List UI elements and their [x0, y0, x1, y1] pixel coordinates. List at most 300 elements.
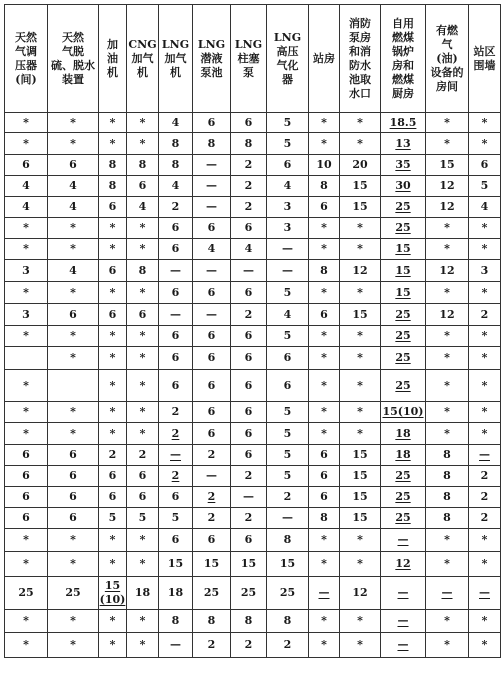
table-cell	[5, 577, 48, 610]
table-cell	[99, 577, 127, 610]
cell-value: 2	[207, 638, 216, 651]
table-cell	[193, 197, 231, 218]
table-cell	[231, 423, 267, 445]
cell-value: *	[321, 533, 327, 546]
table-cell	[48, 176, 99, 197]
cell-value: *	[321, 329, 327, 342]
table-row	[5, 466, 501, 487]
cell-value: 18	[395, 448, 411, 461]
cell-value: 25	[65, 586, 81, 599]
cell-value: 12	[439, 307, 455, 321]
cell-value: 15	[352, 200, 368, 213]
cell-value: *	[481, 351, 488, 364]
table-cell	[469, 176, 501, 197]
table-cell	[267, 282, 309, 304]
cell-value: *	[109, 136, 116, 150]
table-cell	[340, 133, 381, 155]
table-cell	[267, 347, 309, 370]
table-cell	[231, 552, 267, 577]
table-cell	[127, 445, 159, 466]
cell-value: —	[318, 586, 330, 599]
cell-value: 6	[207, 115, 216, 129]
cell-value: *	[444, 405, 450, 418]
cell-value: *	[139, 221, 146, 234]
cell-value: 6	[207, 405, 216, 418]
table-cell	[267, 487, 309, 508]
cell-value: 8	[108, 158, 117, 171]
cell-value: 6	[171, 242, 180, 255]
cell-value: 6	[244, 285, 253, 299]
cell-value: *	[444, 221, 450, 234]
cell-value: 12	[439, 263, 455, 277]
table-cell	[48, 529, 99, 552]
table-cell	[426, 176, 469, 197]
cell-value: *	[357, 614, 363, 627]
column-header-label: 有燃 气 (油) 设备的 房间	[430, 23, 464, 93]
cell-value: *	[109, 221, 116, 234]
cell-value: —	[170, 638, 181, 651]
table-row	[5, 633, 501, 658]
table-cell	[48, 466, 99, 487]
table-cell	[99, 304, 127, 326]
table-cell	[193, 304, 231, 326]
table-cell	[159, 113, 193, 133]
cell-value: *	[70, 426, 76, 440]
table-cell	[381, 133, 426, 155]
cell-value: 2	[480, 307, 489, 321]
table-cell	[340, 445, 381, 466]
table-cell	[193, 423, 231, 445]
cell-value: *	[23, 329, 29, 342]
table-cell	[5, 487, 48, 508]
column-header	[127, 5, 159, 113]
table-cell	[340, 552, 381, 577]
cell-value: 8	[283, 533, 292, 546]
cell-value: *	[23, 136, 29, 150]
column-header-label: 站区 围墙	[473, 44, 496, 72]
table-cell	[48, 326, 99, 347]
cell-value: *	[481, 638, 488, 651]
table-cell	[309, 552, 340, 577]
cell-value: *	[321, 638, 327, 651]
table-cell	[267, 370, 309, 402]
table-cell	[309, 610, 340, 633]
cell-value: *	[23, 221, 29, 234]
cell-value: *	[70, 242, 76, 255]
cell-value: *	[357, 533, 363, 546]
table-cell	[426, 239, 469, 260]
table-cell	[5, 304, 48, 326]
cell-value: 2	[283, 490, 292, 503]
cell-value: 12	[352, 586, 368, 599]
cell-value: 6	[138, 469, 147, 482]
table-cell	[231, 133, 267, 155]
cell-value: 6	[69, 448, 77, 461]
table-cell	[426, 282, 469, 304]
column-header	[231, 5, 267, 113]
table-cell	[381, 466, 426, 487]
table-cell	[381, 197, 426, 218]
cell-value: 2	[480, 490, 489, 503]
table-cell	[231, 445, 267, 466]
cell-value: 2	[244, 469, 253, 482]
table-cell	[48, 155, 99, 176]
table-cell	[231, 466, 267, 487]
table-cell	[193, 176, 231, 197]
table-cell	[426, 155, 469, 176]
cell-value: 4	[207, 242, 216, 255]
table-cell	[469, 155, 501, 176]
table-cell	[231, 197, 267, 218]
cell-value: 15	[352, 469, 368, 482]
table-cell	[159, 610, 193, 633]
cell-value: 13	[395, 136, 411, 150]
cell-value: 6	[69, 307, 77, 321]
cell-value: *	[70, 136, 76, 150]
table-cell	[231, 508, 267, 529]
table-cell	[159, 282, 193, 304]
table-cell	[193, 347, 231, 370]
cell-value: *	[23, 405, 29, 418]
cell-value: 6	[207, 351, 216, 364]
table-cell	[381, 282, 426, 304]
cell-value: 3	[22, 263, 30, 277]
table-cell	[193, 577, 231, 610]
table-cell	[127, 423, 159, 445]
table-cell	[127, 347, 159, 370]
table-cell	[469, 239, 501, 260]
table-cell	[127, 552, 159, 577]
table-cell	[426, 197, 469, 218]
table-cell	[48, 633, 99, 658]
cell-value: 6	[320, 490, 328, 503]
table-cell	[127, 577, 159, 610]
table-cell	[309, 577, 340, 610]
cell-value: *	[109, 426, 116, 440]
cell-value: *	[357, 329, 363, 342]
cell-value: 12	[439, 179, 455, 192]
cell-value: 10	[316, 158, 332, 171]
table-cell	[5, 155, 48, 176]
table-cell	[48, 423, 99, 445]
table-cell	[5, 197, 48, 218]
cell-value: 4	[69, 200, 77, 213]
table-cell	[159, 197, 193, 218]
cell-value: 25	[395, 200, 411, 213]
cell-value: 6	[108, 469, 117, 482]
cell-value: *	[357, 557, 363, 570]
cell-value: 2	[171, 426, 180, 440]
cell-value: 4	[283, 179, 292, 192]
table-cell	[381, 552, 426, 577]
table-cell	[426, 552, 469, 577]
cell-value: *	[481, 136, 488, 150]
table-cell	[267, 423, 309, 445]
column-header	[340, 5, 381, 113]
table-cell	[426, 577, 469, 610]
table-cell	[48, 577, 99, 610]
cell-value: 5	[283, 405, 292, 418]
table-cell	[99, 197, 127, 218]
cell-value: 6	[171, 221, 180, 234]
cell-value: *	[357, 638, 363, 651]
table-cell	[159, 402, 193, 423]
cell-value: 8	[443, 490, 451, 503]
cell-value: 2	[244, 307, 253, 321]
table-cell	[127, 326, 159, 347]
table-cell	[231, 282, 267, 304]
table-cell	[381, 610, 426, 633]
cell-value: 6	[207, 426, 216, 440]
table-cell	[426, 466, 469, 487]
table-cell	[309, 423, 340, 445]
table-cell	[193, 218, 231, 239]
table-cell	[309, 260, 340, 282]
cell-value: 5	[171, 511, 180, 524]
cell-value: 15	[395, 285, 411, 299]
table-row	[5, 487, 501, 508]
table-cell	[127, 282, 159, 304]
cell-value: 15(10)	[382, 405, 424, 418]
cell-value: 12	[352, 263, 368, 277]
cell-value: 6	[244, 351, 253, 364]
table-cell	[48, 347, 99, 370]
cell-value: 4	[244, 242, 253, 255]
cell-value: *	[357, 285, 363, 299]
cell-value: *	[481, 557, 488, 570]
cell-value: 8	[443, 469, 451, 482]
table-cell	[381, 176, 426, 197]
cell-value: *	[139, 405, 146, 418]
table-cell	[426, 218, 469, 239]
table-cell	[159, 445, 193, 466]
table-cell	[267, 633, 309, 658]
table-cell	[127, 487, 159, 508]
table-cell	[5, 347, 48, 370]
cell-value: —	[243, 490, 254, 503]
cell-value: 8	[207, 136, 216, 150]
table-cell	[48, 260, 99, 282]
table-cell	[99, 155, 127, 176]
table-cell	[48, 197, 99, 218]
table-cell	[381, 508, 426, 529]
table-cell	[5, 370, 48, 402]
table-cell	[5, 633, 48, 658]
cell-value: *	[139, 351, 146, 364]
cell-value: *	[109, 533, 116, 546]
table-cell	[127, 176, 159, 197]
table-cell	[309, 239, 340, 260]
cell-value: *	[109, 351, 116, 364]
spacing-table-container	[4, 4, 501, 658]
cell-value: 6	[22, 448, 30, 461]
cell-value: *	[70, 351, 76, 364]
cell-value: *	[444, 115, 450, 129]
cell-value: 6	[283, 351, 292, 364]
table-cell	[159, 239, 193, 260]
cell-value: 6	[108, 490, 117, 503]
cell-value: *	[357, 426, 363, 440]
cell-value: —	[397, 586, 409, 599]
table-cell	[340, 218, 381, 239]
cell-value: 6	[171, 351, 180, 364]
cell-value: *	[481, 614, 488, 627]
cell-value: 25	[395, 307, 411, 321]
table-cell	[5, 552, 48, 577]
table-cell	[426, 113, 469, 133]
cell-value: *	[139, 638, 146, 651]
cell-value: *	[444, 614, 450, 627]
table-cell	[48, 282, 99, 304]
table-cell	[309, 197, 340, 218]
table-cell	[267, 402, 309, 423]
cell-value: 6	[22, 511, 30, 524]
table-cell	[340, 260, 381, 282]
table-cell	[99, 326, 127, 347]
table-cell	[5, 260, 48, 282]
table-cell	[426, 610, 469, 633]
table-row	[5, 423, 501, 445]
cell-value: *	[481, 115, 488, 129]
cell-value: 8	[244, 136, 253, 150]
table-cell	[309, 633, 340, 658]
table-cell	[426, 423, 469, 445]
cell-value: 15	[352, 179, 368, 192]
table-cell	[267, 304, 309, 326]
cell-value: 2	[108, 448, 117, 461]
column-header-label: 站房	[313, 51, 335, 65]
cell-value: *	[23, 557, 29, 570]
table-cell	[99, 466, 127, 487]
table-cell	[99, 508, 127, 529]
table-cell	[231, 176, 267, 197]
table-cell	[340, 113, 381, 133]
table-cell	[469, 113, 501, 133]
table-cell	[5, 445, 48, 466]
table-cell	[340, 155, 381, 176]
cell-value: 4	[283, 307, 292, 321]
cell-value: 18.5	[389, 115, 417, 129]
table-cell	[127, 508, 159, 529]
cell-value: —	[170, 307, 181, 321]
table-cell	[127, 239, 159, 260]
cell-value: *	[109, 557, 116, 570]
table-cell	[99, 423, 127, 445]
table-cell	[231, 402, 267, 423]
table-cell	[469, 197, 501, 218]
table-cell	[127, 197, 159, 218]
cell-value: *	[70, 221, 76, 234]
table-cell	[426, 260, 469, 282]
cell-value: 6	[108, 307, 117, 321]
cell-value: *	[321, 221, 327, 234]
cell-value: 3	[480, 263, 489, 277]
table-cell	[193, 633, 231, 658]
table-cell	[48, 113, 99, 133]
cell-value: *	[481, 329, 488, 342]
cell-value: *	[481, 426, 488, 440]
cell-value: 2	[207, 448, 216, 461]
cell-value: *	[109, 329, 116, 342]
cell-value: —	[206, 263, 217, 277]
table-cell	[5, 610, 48, 633]
table-cell	[381, 326, 426, 347]
cell-value: 12	[439, 200, 455, 213]
table-row	[5, 197, 501, 218]
table-cell	[309, 176, 340, 197]
table-cell	[340, 508, 381, 529]
table-cell	[469, 487, 501, 508]
table-cell	[426, 304, 469, 326]
table-cell	[5, 176, 48, 197]
table-cell	[381, 304, 426, 326]
cell-value: 15	[395, 263, 411, 277]
cell-value: 6	[69, 511, 77, 524]
table-cell	[99, 445, 127, 466]
table-cell	[267, 218, 309, 239]
table-cell	[381, 260, 426, 282]
column-header-label: LNG 加气 机	[161, 37, 190, 79]
table-cell	[469, 508, 501, 529]
table-cell	[231, 370, 267, 402]
table-cell	[267, 239, 309, 260]
table-cell	[99, 218, 127, 239]
cell-value: 2	[171, 469, 180, 482]
table-cell	[5, 239, 48, 260]
cell-value: —	[397, 638, 409, 651]
table-cell	[381, 445, 426, 466]
cell-value: *	[109, 285, 116, 299]
table-cell	[267, 260, 309, 282]
cell-value: —	[397, 614, 409, 627]
cell-value: *	[70, 405, 76, 418]
cell-value: 8	[283, 614, 292, 627]
table-cell	[159, 577, 193, 610]
cell-value: 8	[320, 511, 328, 524]
cell-value: 18	[134, 586, 151, 599]
table-cell	[381, 218, 426, 239]
cell-value: 2	[244, 158, 253, 171]
cell-value: *	[70, 557, 76, 570]
cell-value: 6	[171, 329, 180, 342]
table-cell	[309, 529, 340, 552]
cell-value: *	[444, 351, 450, 364]
cell-value: 6	[69, 490, 77, 503]
table-cell	[309, 466, 340, 487]
table-cell	[99, 370, 127, 402]
table-cell	[469, 326, 501, 347]
cell-value: 6	[138, 307, 147, 321]
table-cell	[231, 347, 267, 370]
table-cell	[267, 552, 309, 577]
table-row	[5, 155, 501, 176]
table-cell	[159, 487, 193, 508]
cell-value: 6	[138, 179, 147, 192]
cell-value: 6	[320, 469, 328, 482]
cell-value: *	[109, 405, 116, 418]
cell-value: *	[321, 136, 327, 150]
table-cell	[469, 423, 501, 445]
table-cell	[193, 466, 231, 487]
cell-value: 8	[138, 158, 147, 171]
table-cell	[426, 402, 469, 423]
table-cell	[381, 423, 426, 445]
table-cell	[469, 133, 501, 155]
cell-value: *	[139, 533, 146, 546]
cell-value: 25	[395, 469, 411, 482]
cell-value: 6	[171, 378, 180, 392]
table-cell	[193, 239, 231, 260]
